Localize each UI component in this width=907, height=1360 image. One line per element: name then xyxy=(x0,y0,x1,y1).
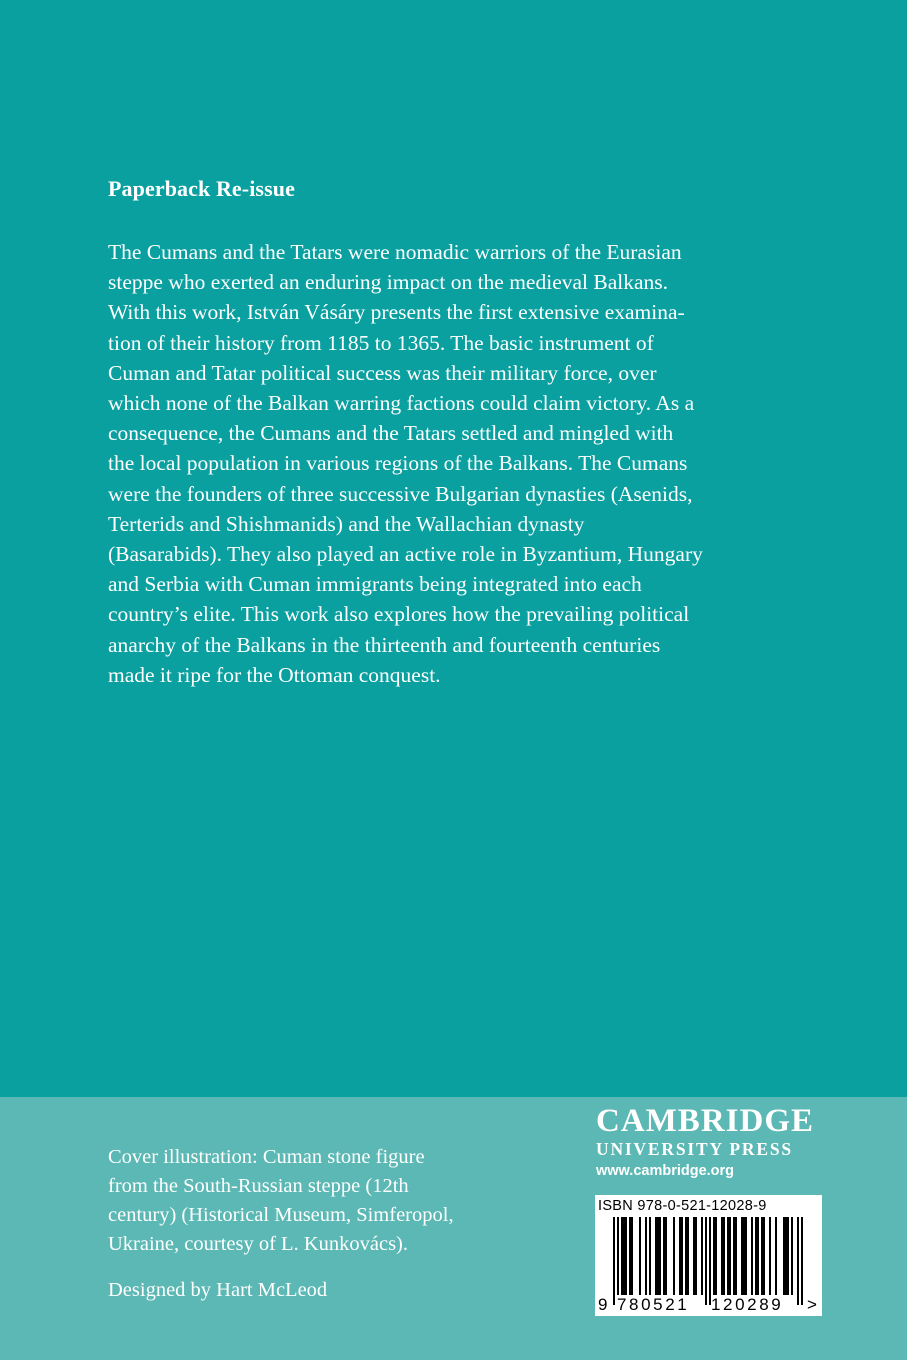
barcode-bar xyxy=(723,1217,725,1295)
barcode-bar xyxy=(787,1217,789,1295)
book-description xyxy=(108,237,808,690)
description-line: Cuman and Tatar political success was their military force, over xyxy=(108,360,657,385)
reissue-heading: Paperback Re-issue xyxy=(108,176,295,201)
ean-digits xyxy=(595,1295,822,1315)
credit-line: Ukraine, courtesy of L. Kunkovács). xyxy=(108,1233,409,1255)
barcode-bar xyxy=(673,1217,675,1295)
ean-lead-digit: 9 xyxy=(598,1295,608,1314)
ean-tail-mark: > xyxy=(807,1295,817,1314)
barcode-bar xyxy=(679,1217,681,1295)
ean-left-digits: 780521 xyxy=(617,1295,690,1314)
description-line: and Serbia with Cuman immigrants being integrated into each xyxy=(108,572,642,597)
description-line: anarchy of the Balkans in the thirteenth and fourteenth centuries xyxy=(108,632,661,657)
description-line: made it ripe for the Ottoman conquest. xyxy=(108,662,441,687)
barcode-bar xyxy=(625,1217,627,1295)
barcode-bar xyxy=(657,1217,659,1295)
publisher-logo xyxy=(596,1103,826,1179)
barcode-bar xyxy=(741,1217,743,1295)
barcode-bar xyxy=(735,1217,737,1295)
barcode-bar xyxy=(715,1217,717,1295)
barcode-bar xyxy=(769,1217,771,1295)
barcode-bar xyxy=(775,1217,777,1295)
barcode-bar xyxy=(695,1217,697,1295)
barcode-bar xyxy=(693,1217,695,1295)
barcode-bar xyxy=(783,1217,785,1295)
credit-line: from the South-Russian steppe (12th xyxy=(108,1175,409,1197)
barcode-bar xyxy=(763,1217,765,1295)
description-line: Terterids and Shishmanids) and the Wallachian dynasty xyxy=(108,511,585,536)
barcode-bar xyxy=(621,1217,623,1295)
barcode-bar xyxy=(705,1217,707,1305)
credit-line: Cover illustration: Cuman stone figure xyxy=(108,1146,425,1168)
publisher-url: www.cambridge.org xyxy=(596,1163,735,1179)
barcode-bar xyxy=(757,1217,759,1295)
barcode-bar xyxy=(645,1217,647,1295)
barcode-bar xyxy=(701,1217,703,1295)
barcode-bar xyxy=(655,1217,657,1295)
description-line: With this work, István Vásáry presents the first extensive examina- xyxy=(108,300,685,325)
barcode-bar xyxy=(721,1217,723,1295)
description-line: steppe who exerted an enduring impact on the medieval Balkans. xyxy=(108,270,669,295)
barcode-bar xyxy=(681,1217,683,1295)
barcode-bar xyxy=(745,1217,747,1295)
credit-line: century) (Historical Museum, Simferopol, xyxy=(108,1204,454,1226)
isbn-label: ISBN 978-0-521-12028-9 xyxy=(598,1198,767,1214)
publisher-subtitle: UNIVERSITY PRESS xyxy=(596,1139,793,1159)
barcode-bar xyxy=(659,1217,661,1295)
barcode-bar xyxy=(663,1217,665,1295)
barcode-bar xyxy=(623,1217,625,1295)
barcode-bar xyxy=(617,1217,619,1305)
cover-illustration-credit xyxy=(108,1143,498,1259)
description-line: tion of their history from 1185 to 1365. The basic instrument of xyxy=(108,330,654,355)
barcode-bar xyxy=(629,1217,631,1295)
ean-right-digits: 120289 xyxy=(711,1295,784,1314)
barcode-bar xyxy=(733,1217,735,1295)
barcode-bar xyxy=(791,1217,793,1295)
description-line: were the founders of three successive Bulgarian dynasties (Asenids, xyxy=(108,481,693,506)
barcode-bar xyxy=(685,1217,687,1295)
isbn-barcode xyxy=(595,1195,822,1316)
publisher-name: CAMBRIDGE xyxy=(596,1103,815,1139)
barcode-bar xyxy=(785,1217,787,1295)
barcode-bar xyxy=(687,1217,689,1295)
barcode-bar xyxy=(797,1217,799,1305)
barcode-bar xyxy=(751,1217,753,1295)
barcode-bar xyxy=(755,1217,757,1295)
designer-credit: Designed by Hart McLeod xyxy=(108,1279,328,1301)
barcode-bar xyxy=(801,1217,803,1305)
barcode-bar xyxy=(743,1217,745,1295)
description-line: the local population in various regions of the Balkans. The Cumans xyxy=(108,451,688,476)
barcode-bar xyxy=(613,1217,615,1305)
barcode-bar xyxy=(713,1217,715,1295)
description-line: The Cumans and the Tatars were nomadic warriors of the Eurasian xyxy=(108,240,682,264)
barcode-bar xyxy=(761,1217,763,1295)
barcode-bar xyxy=(639,1217,641,1295)
barcode-bar xyxy=(649,1217,651,1295)
description-line: which none of the Balkan warring factions could claim victory. As a xyxy=(108,391,695,416)
barcode-bar xyxy=(729,1217,731,1295)
barcode-bar xyxy=(665,1217,667,1295)
barcode-bar xyxy=(709,1217,711,1305)
description-line: (Basarabids). They also played an active role in Byzantium, Hungary xyxy=(108,542,703,567)
barcode-bar xyxy=(727,1217,729,1295)
barcode-bar xyxy=(631,1217,633,1295)
description-line: country’s elite. This work also explores how the prevailing political xyxy=(108,602,690,627)
description-line: consequence, the Cumans and the Tatars settled and mingled with xyxy=(108,421,674,446)
